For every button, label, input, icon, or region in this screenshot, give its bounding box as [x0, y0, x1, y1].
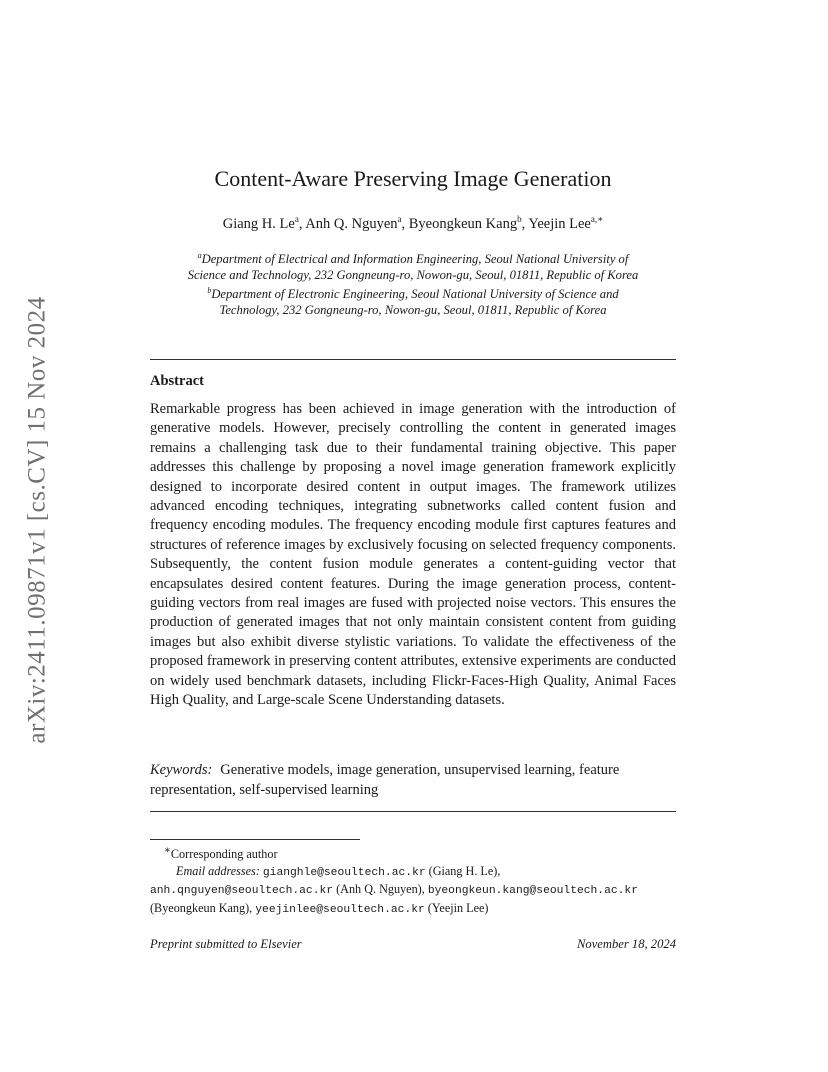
footnote-rule	[150, 839, 360, 840]
affiliation-b	[146, 283, 680, 318]
page-footer	[150, 937, 676, 952]
abstract-top-rule	[150, 359, 676, 360]
footnote-mark: ∗	[164, 845, 171, 856]
author-name: Anh Q. Nguyen	[305, 215, 398, 232]
keywords	[150, 761, 676, 800]
email-owner: (Anh Q. Nguyen),	[336, 882, 425, 897]
author-mark: a,∗	[590, 214, 604, 224]
affiliation-line: Department of Electronic Engineering, Seoul National University of Science and	[211, 287, 619, 302]
email-label: Email addresses:	[176, 863, 260, 878]
footer-date: November 18, 2024	[577, 937, 676, 951]
abstract-heading: Abstract	[150, 373, 204, 389]
email-link[interactable]: byeongkeun.kang@seoultech.ac.kr	[427, 885, 638, 898]
arxiv-stamp	[20, 280, 56, 760]
footer-preprint: Preprint submitted to Elsevier	[150, 937, 302, 951]
email-line	[150, 863, 676, 882]
affiliations	[146, 248, 680, 318]
author-name: Byeongkeun Kang	[408, 215, 518, 232]
arxiv-identifier: arXiv:2411.09871v1 [cs.CV] 15 Nov 2024	[24, 296, 52, 744]
email-owner: (Giang H. Le),	[428, 863, 501, 878]
abstract-text: Remarkable progress has been achieved in image generation with the introduction of generative models. However, precisely controlling the content in generated images remains a challenging task due to their fundamental training objective. This paper addresses this challenge by proposing a novel image generation framework explicitly designed to incorporate desired content in output images. The framework utilizes advanced encoding techniques, integrating subnetworks called content fusion and frequency encoding modules. The frequency encoding module first captures features and structures of reference images by exclusively focusing on selected frequency components. Subsequently, the content fusion module generates a content-guiding vector that encapsulates desired content features. During the image generation process, content-guiding vectors from real images are fused with projected noise vectors. This ensures the production of generated images that not only maintain consistent content from guiding images but also exhibit diverse stylistic variations. To validate the effectiveness of the proposed framework in preserving content attributes, extensive experiments are conducted on widely used benchmark datasets, including Flickr-Faces-High Quality, Animal Faces High Quality, and Large-scale Scene Understanding datasets.	[150, 401, 676, 709]
email-link[interactable]: anh.qnguyen@seoultech.ac.kr	[150, 885, 334, 898]
author-list: Giang H. Le$^a$, Anh Q. Nguyen$^a$, Byeongkeun Kang$^b$, Yeejin Lee$^{a,∗}$	[222, 214, 604, 232]
email-link[interactable]: yeejinlee@seoultech.ac.kr	[255, 903, 425, 916]
email-line	[150, 881, 676, 900]
author-mark: a	[294, 214, 299, 224]
paper-title: Content-Aware Preserving Image Generation	[214, 166, 612, 191]
email-line	[150, 900, 676, 919]
footnote	[150, 843, 676, 918]
email-owner: (Byeongkeun Kang),	[150, 900, 253, 915]
author-name: Giang H. Le	[222, 215, 295, 232]
email-link[interactable]: gianghle@seoultech.ac.kr	[262, 866, 426, 879]
affiliation-mark: b	[207, 286, 212, 296]
abstract-bottom-rule	[150, 811, 676, 812]
author-mark: b	[517, 214, 522, 224]
affiliation-line: Technology, 232 Gongneung-ro, Nowon-gu, Seoul, 01811, Republic of Korea	[219, 303, 607, 318]
affiliation-mark: a	[197, 251, 202, 260]
corresponding-text: Corresponding author	[170, 847, 278, 862]
author-name: Yeejin Lee	[528, 215, 591, 232]
corresponding-author-note	[150, 843, 676, 863]
keywords-text: Generative models, image generation, unsupervised learning, feature representation, self-supervised learning	[150, 762, 620, 798]
author-mark: a	[397, 214, 402, 224]
affiliation-a	[146, 248, 680, 283]
affiliation-line: Science and Technology, 232 Gongneung-ro, Nowon-gu, Seoul, 01811, Republic of Korea	[187, 268, 639, 283]
email-owner: (Yeejin Lee)	[427, 900, 489, 915]
affiliation-line: Department of Electrical and Information Engineering, Seoul National University of	[201, 252, 629, 267]
keywords-label: Keywords:	[150, 762, 213, 778]
